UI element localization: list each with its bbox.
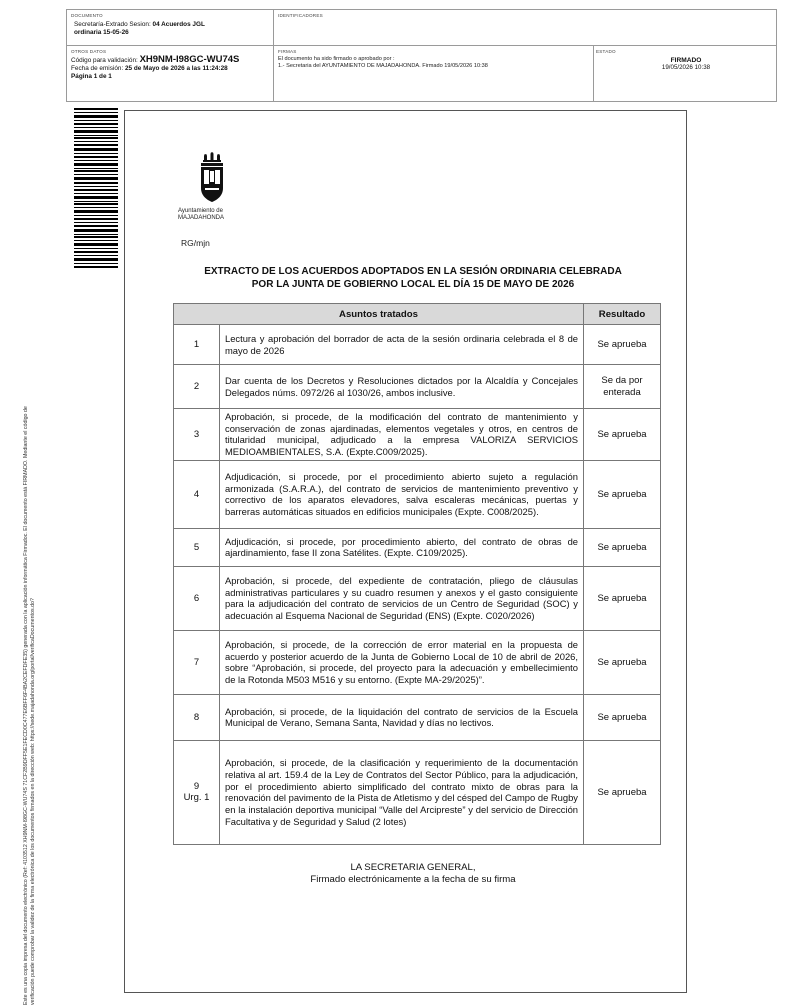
table-row — [174, 566, 661, 630]
reference-code: RG/mjn — [181, 238, 210, 248]
row-description: Adjudicación, si procede, por procedimiento abierto, del contrato de obras de ajardinamiento, fase II zona Satélites. (Expte. C109/2025). — [220, 528, 584, 566]
row-description: Aprobación, si procede, del expediente de contratación, pliego de cláusulas administrativas particulares y su cuadro resumen y anexos y el gasto consiguiente para la adjudicación del contrato de servicios de un Centro de Seguridad (SOC) y adecuación al Esquema Nacional de Seguridad (ENS) (Expte. C020/2026) — [220, 566, 584, 630]
row-result: Se aprueba — [584, 630, 661, 694]
row-number: 9 Urg. 1 — [174, 740, 220, 844]
documento-section — [71, 13, 205, 37]
validation-code: Código para validación: XH9NM-I98GC-WU74S — [71, 54, 240, 65]
barcode — [74, 108, 118, 268]
row-result: Se aprueba — [584, 325, 661, 365]
row-number: 6 — [174, 566, 220, 630]
row-description: Aprobación, si procede, de la corrección de error material en la propuesta de acuerdo y posterior acuerdo de la Junta de Gobierno Local de 10 de abril de 2026, sobre “Aprobación, si procede, del proyecto para la adecuación y embellecimiento de la Rotonda M503 M516 y su entorno. (Expte MA-29/2025)”. — [220, 630, 584, 694]
otros-datos-label: OTROS DATOS — [71, 49, 107, 54]
divider — [593, 45, 594, 101]
row-number: 3 — [174, 409, 220, 461]
emission-date: Fecha de emisión: 25 de Mayo de 2026 a las 11:24:28 — [71, 65, 228, 72]
estado-date: 19/05/2026 10:38 — [661, 64, 711, 71]
row-result: Se aprueba — [584, 528, 661, 566]
identificadores-section — [278, 13, 323, 18]
table-header-row — [174, 304, 661, 325]
verification-side-text — [23, 245, 37, 1005]
table-row — [174, 740, 661, 844]
signature-footer — [180, 862, 646, 886]
row-description: Aprobación, si procede, de la liquidación del contrato de servicios de la Escuela Municipal de Verano, Semana Santa, Navidad y días no lectivos. — [220, 694, 584, 740]
logo-text: Ayuntamiento de MAJADAHONDA — [178, 208, 225, 221]
page-number: Página 1 de 1 — [71, 73, 112, 80]
row-number: 2 — [174, 365, 220, 409]
table-row — [174, 325, 661, 365]
side-text-line1: Este es una copia impresa del documento electrónico (Ref: 4103512 XH9NM-I98GC-WU74S 71CF2B9DFF5E1FECD0C477E6BFF6F4BA2CEFDFE35) generada con la aplicación informática Firmadoc. El documento está FIRMADO. Mediante el código de — [23, 406, 29, 1005]
row-description: Aprobación, si procede, de la clasificación y requerimiento de la documentación relativa al art. 159.4 de la Ley de Contratos del Sector Público, para la adjudicación, por el procedimiento abierto simplificado del contrato mixto de obras para la renovación del pavimento de la Pista de Atletismo y del césped del Campo de Rugby en la instalación deportiva municipal “Valle del Arcipreste” y del servicio de Dirección Facultativa y de Seguridad y Salud (2 lotes) — [220, 740, 584, 844]
row-description: Adjudicación, si procede, por el procedimiento abierto sujeto a regulación armonizada (S.A.R.A.), del contrato de servicios de mantenimiento preventivo y correctivo de los aparatos elevadores, salva escaleras mecánicas, puertas y barreras automáticas situados en edificios municipales (Expte. C008/2025). — [220, 460, 584, 528]
documento-value: Secretaría-Extrado Sesion: 04 Acuerdos JGL ordinaria 15-05-26 — [74, 21, 205, 36]
row-result: Se da por enterada — [584, 365, 661, 409]
side-text-line2[interactable]: verificación puede comprobar la validez de la firma electrónica de los documentos firmados en la dirección web: https://sede.majadahonda.org/portal/verificaDocumentos.do? — [30, 598, 36, 1005]
estado-label: ESTADO — [596, 49, 616, 54]
firmas-label: FIRMAS — [278, 49, 297, 54]
row-description: Lectura y aprobación del borrador de acta de la sesión ordinaria celebrada el 8 de mayo de 2026 — [220, 325, 584, 365]
divider — [273, 10, 274, 101]
identificadores-label: IDENTIFICADORES — [278, 13, 323, 18]
footer-title: LA SECRETARIA GENERAL, — [350, 862, 476, 873]
row-description: Dar cuenta de los Decretos y Resoluciones dictados por la Alcaldía y Concejales Delegados núms. 0972/26 al 1030/26, ambos inclusive. — [220, 365, 584, 409]
table-row — [174, 630, 661, 694]
divider — [67, 45, 776, 46]
table-row — [174, 528, 661, 566]
footer-note: Firmado electrónicamente a la fecha de su firma — [310, 874, 516, 885]
row-number: 8 — [174, 694, 220, 740]
table-row — [174, 460, 661, 528]
row-number: 4 — [174, 460, 220, 528]
row-number: 1 — [174, 325, 220, 365]
header-resultado: Resultado — [584, 304, 661, 325]
firmas-line1: El documento ha sido firmado o aprobado por : — [278, 56, 395, 62]
document-metadata-header — [66, 9, 777, 102]
firmas-line2: 1.- Secretaria del AYUNTAMIENTO DE MAJADAHONDA. Firmado 19/05/2026 10:38 — [278, 63, 488, 69]
table-row — [174, 365, 661, 409]
row-number: 5 — [174, 528, 220, 566]
table-row — [174, 409, 661, 461]
otros-datos-section — [71, 49, 239, 81]
row-description: Aprobación, si procede, de la modificación del contrato de mantenimiento y conservación de zonas ajardinadas, elementos vegetales y otros, en centros de titularidad municipal, adjudicado a la empresa VALORIZA SERVICIOS MEDIOAMBIENTALES, S.A. (Expte.C009/2025). — [220, 409, 584, 461]
row-result: Se aprueba — [584, 740, 661, 844]
row-number: 7 — [174, 630, 220, 694]
estado-section — [596, 49, 776, 71]
row-result: Se aprueba — [584, 566, 661, 630]
row-result: Se aprueba — [584, 694, 661, 740]
header-asuntos: Asuntos tratados — [174, 304, 584, 325]
agreements-table — [173, 303, 661, 845]
row-result: Se aprueba — [584, 460, 661, 528]
document-title: EXTRACTO DE LOS ACUERDOS ADOPTADOS EN LA SESIÓN ORDINARIA CELEBRADA POR LA JUNTA DE GOBIERNO LOCAL EL DÍA 15 DE MAYO DE 2026 — [204, 266, 622, 290]
table-row — [174, 694, 661, 740]
documento-label: DOCUMENTO — [71, 13, 103, 18]
row-result: Se aprueba — [584, 409, 661, 461]
validation-code-value[interactable]: XH9NM-I98GC-WU74S — [139, 54, 240, 65]
firmas-section — [278, 49, 488, 70]
estado-value: FIRMADO — [670, 57, 702, 64]
